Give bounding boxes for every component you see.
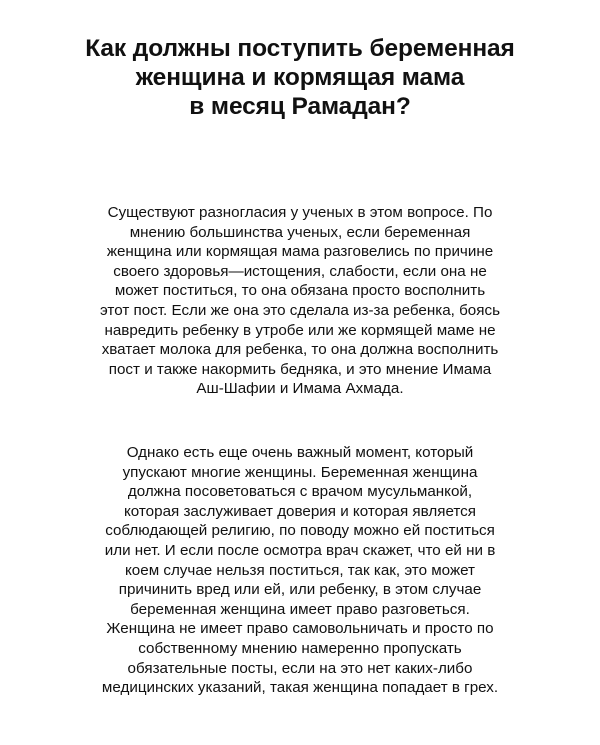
text-line: пост и также накормить бедняка, и это мнение Имама xyxy=(108,360,492,378)
text-line: Аш-Шафии и Имама Ахмада. xyxy=(196,380,404,398)
text-line: упускают многие женщины. Беременная женщина xyxy=(122,463,478,481)
title-line: женщина и кормящая мама xyxy=(135,64,465,91)
text-line: коем случае нельзя поститься, так как, это может xyxy=(124,561,476,579)
text-line: хватает молока для ребенка, то она должна восполнить xyxy=(101,341,499,359)
text-line: мнению большинства ученых, если беременная xyxy=(129,223,471,241)
text-line: женщина или кормящая мама разговелись по причине xyxy=(106,243,494,261)
text-line: Однако есть еще очень важный момент, который xyxy=(126,444,474,461)
paragraph-2 xyxy=(0,443,600,698)
text-line: Женщина не имеет право самовольничать и просто по xyxy=(106,620,494,638)
text-line: медицинских указаний, такая женщина попадает в грех. xyxy=(101,679,499,697)
text-line: причинить вред или ей, или ребенку, в этом случае xyxy=(118,581,482,599)
title-line: в месяц Рамадан? xyxy=(189,93,411,120)
text-line: должна посоветоваться с врачом мусульманкой, xyxy=(127,483,473,501)
text-line: обязательные посты, если на это нет каких-либо xyxy=(127,659,473,677)
text-line: соблюдающей религию, по поводу можно ей поститься xyxy=(105,522,495,540)
paragraph-1 xyxy=(0,203,600,399)
text-line: Существуют разногласия у ученых в этом вопросе. По xyxy=(107,204,493,221)
text-line: этот пост. Если же она это сделала из-за ребенка, боясь xyxy=(100,301,500,319)
title-line: Как должны поступить беременная xyxy=(85,35,515,62)
text-line: может поститься, то она обязана просто восполнить xyxy=(114,282,486,300)
text-line: своего здоровья—истощения, слабости, если она не xyxy=(113,262,487,280)
text-line: или нет. И если после осмотра врач скажет, что ей ни в xyxy=(104,541,496,559)
text-line: которая заслуживает доверия и которая является xyxy=(123,502,477,520)
text-line: беременная женщина имеет право разговеться. xyxy=(130,600,470,618)
text-line: навредить ребенку в утробе или же кормящей маме не xyxy=(104,321,496,339)
page-title xyxy=(0,34,600,121)
text-line: собственному мнению намеренно пропускать xyxy=(138,639,462,657)
